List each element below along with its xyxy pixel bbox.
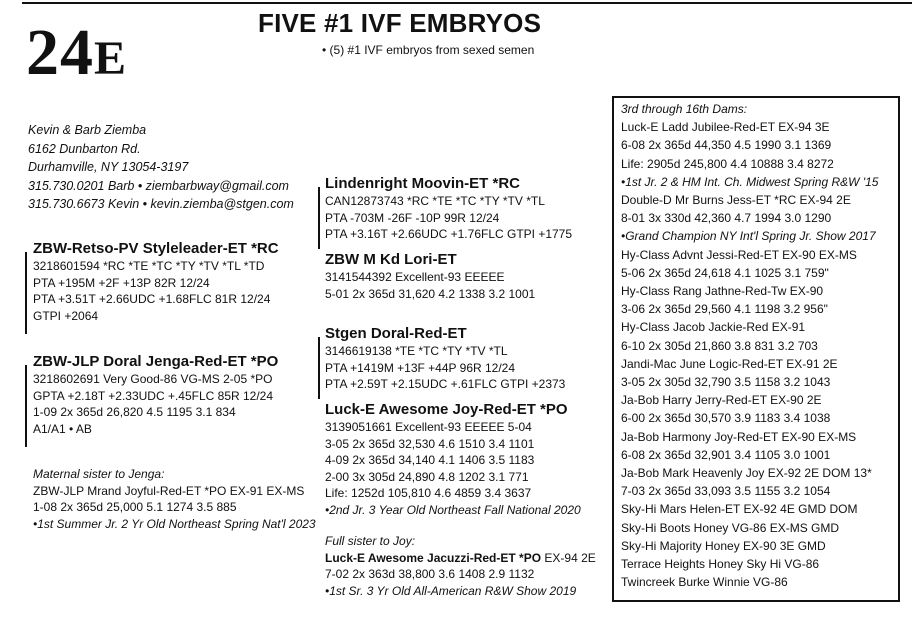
maternal-sister-block: [33, 466, 316, 532]
maternal-sister-label: Maternal sister to Jenga:: [33, 467, 165, 481]
dams-box-line: Ja-Bob Harry Jerry-Red-ET EX-90 2E: [621, 393, 822, 408]
dam-line: 1-09 2x 365d 26,820 4.5 1195 3.1 834: [33, 405, 236, 420]
dams-dam-name: Luck-E Awesome Joy-Red-ET *PO: [325, 401, 568, 418]
lot-number-suffix: E: [94, 32, 128, 85]
sire-bracket: [25, 252, 27, 334]
full-sister-score: EX-94 2E: [544, 550, 596, 565]
dams-box-line: •1st Jr. 2 & HM Int. Ch. Midwest Spring R&W '15: [621, 174, 879, 189]
dam-bracket: [25, 365, 27, 447]
dams-box-line: Hy-Class Rang Jathne-Red-Tw EX-90: [621, 284, 824, 299]
dams-box-line: Ja-Bob Harmony Joy-Red-ET EX-90 EX-MS: [621, 429, 857, 444]
dams-list: [621, 100, 878, 591]
dams-box-line: 8-01 3x 330d 42,360 4.7 1994 3.0 1290: [621, 211, 832, 226]
dams-dam-award: •2nd Jr. 3 Year Old Northeast Fall National 2020: [325, 502, 581, 517]
dams-dam-line: 3139051661 Excellent-93 EEEEE 5-04: [325, 420, 532, 434]
dams-sire-line: PTA +2.59T +2.15UDC +.61FLC GTPI +2373: [325, 377, 566, 392]
dams-dam-line: Life: 1252d 105,810 4.6 4859 3.4 3637: [325, 486, 532, 501]
dams-sire-name: Stgen Doral-Red-ET: [325, 325, 467, 342]
dam-line: 3218602691 Very Good-86 VG-MS 2-05 *PO: [33, 372, 273, 386]
dams-box-line: 5-06 2x 365d 24,618 4.1 1025 3.1 759": [621, 265, 829, 280]
sires-sire-name: Lindenright Moovin-ET *RC: [325, 175, 520, 192]
lot-number-digits: 24: [26, 16, 94, 89]
full-sister-block: [325, 533, 596, 599]
consignor-phone-kevin[interactable]: 315.730.6673 Kevin • kevin.ziemba@stgen.com: [28, 197, 294, 211]
sires-sire-block: [325, 175, 572, 243]
dams-box-line: Sky-Hi Mars Helen-ET EX-92 4E GMD DOM: [621, 502, 858, 517]
dams-box-line: 6-08 2x 365d 44,350 4.5 1990 3.1 1369: [621, 138, 832, 153]
dams-box-line: Ja-Bob Mark Heavenly Joy EX-92 2E DOM 13*: [621, 466, 872, 481]
dams-box-line: Twincreek Burke Winnie VG-86: [621, 575, 788, 590]
consignor-names: Kevin & Barb Ziemba: [28, 123, 147, 137]
dam-line: A1/A1 • AB: [33, 421, 92, 436]
consignor-city: Durhamville, NY 13054-3197: [28, 160, 189, 174]
dams-box-line: Double-D Mr Burns Jess-ET *RC EX-94 2E: [621, 193, 851, 208]
page-title: FIVE #1 IVF EMBRYOS: [258, 8, 542, 38]
dams-box-line: 6-00 2x 365d 30,570 3.9 1183 3.4 1038: [621, 411, 831, 426]
consignor-phone-barb[interactable]: 315.730.0201 Barb • ziembarbway@gmail.com: [28, 178, 289, 193]
full-sister-label: Full sister to Joy:: [325, 534, 416, 548]
dams-box-line: Jandi-Mac June Logic-Red-ET EX-91 2E: [621, 356, 838, 371]
sires-sire-bracket: [318, 187, 320, 249]
dams-box-line: Sky-Hi Boots Honey VG-86 EX-MS GMD: [621, 520, 840, 535]
full-sister-award: •1st Sr. 3 Yr Old All-American R&W Show 2019: [325, 583, 577, 598]
sires-dam-line: 3141544392 Excellent-93 EEEEE: [325, 270, 505, 284]
sires-dam-name: ZBW M Kd Lori-ET: [325, 251, 457, 268]
dams-box-line: 6-10 2x 305d 21,860 3.8 831 3.2 703: [621, 338, 818, 353]
maternal-sister-record: 1-08 2x 365d 25,000 5.1 1274 3.5 885: [33, 500, 237, 515]
dams-box-line: Luck-E Ladd Jubilee-Red-ET EX-94 3E: [621, 120, 830, 135]
dams-dam-line: 3-05 2x 365d 32,530 4.6 1510 3.4 1101: [325, 436, 535, 451]
sire-block: [33, 240, 279, 324]
dams-sire-line: PTA +1419M +13F +44P 96R 12/24: [325, 360, 516, 375]
dam-block: [33, 353, 278, 437]
dams-box-line: Sky-Hi Majority Honey EX-90 3E GMD: [621, 538, 826, 553]
maternal-sister-name: ZBW-JLP Mrand Joyful-Red-ET *PO EX-91 EX-MS: [33, 483, 305, 498]
sire-line: PTA +195M +2F +13P 82R 12/24: [33, 275, 210, 290]
dams-box-line: 6-08 2x 365d 32,901 3.4 1105 3.0 1001: [621, 447, 831, 462]
dams-sire-block: [325, 325, 565, 393]
dam-line: GPTA +2.18T +2.33UDC +.45FLC 85R 12/24: [33, 388, 274, 403]
lot-number: [26, 18, 127, 94]
sire-line: GTPI +2064: [33, 308, 99, 323]
dams-box-line: Life: 2905d 245,800 4.4 10888 3.4 8272: [621, 156, 834, 171]
sire-line: PTA +3.51T +2.66UDC +1.68FLC 81R 12/24: [33, 292, 271, 307]
consignor-street: 6162 Dunbarton Rd.: [28, 141, 141, 156]
sires-dam-block: [325, 251, 535, 302]
sire-name: ZBW-Retso-PV Styleleader-ET *RC: [33, 240, 279, 257]
dams-box-line: 7-03 2x 365d 33,093 3.5 1155 3.2 1054: [621, 484, 831, 499]
dams-box-line: 3-05 2x 305d 32,790 3.5 1158 3.2 1043: [621, 375, 831, 390]
maternal-sister-award: •1st Summer Jr. 2 Yr Old Northeast Spring Nat'l 2023: [33, 516, 316, 531]
dams-sire-bracket: [318, 337, 320, 399]
full-sister-record: 7-02 2x 363d 38,800 3.6 1408 2.9 1132: [325, 567, 535, 582]
dams-box-line: 3-06 2x 365d 29,560 4.1 1198 3.2 956": [621, 302, 828, 317]
dam-name: ZBW-JLP Doral Jenga-Red-ET *PO: [33, 353, 279, 370]
dams-sire-line: 3146619138 *TE *TC *TY *TV *TL: [325, 344, 508, 358]
dams-dam-block: [325, 401, 581, 519]
dams-box-line: •Grand Champion NY Int'l Spring Jr. Show 2017: [621, 229, 876, 244]
dams-box-line: Hy-Class Advnt Jessi-Red-ET EX-90 EX-MS: [621, 247, 857, 262]
top-rule: [22, 2, 912, 4]
sires-sire-line: PTA -703M -26F -10P 99R 12/24: [325, 210, 500, 225]
dams-dam-line: 2-00 3x 305d 24,890 4.8 1202 3.1 771: [325, 469, 529, 484]
full-sister-name: Luck-E Awesome Jacuzzi-Red-ET *PO: [325, 550, 542, 565]
sires-sire-line: CAN12873743 *RC *TE *TC *TY *TV *TL: [325, 194, 545, 208]
dams-dam-line: 4-09 2x 365d 34,140 4.1 1406 3.5 1183: [325, 453, 535, 468]
dams-box-line: Hy-Class Jacob Jackie-Red EX-91: [621, 320, 806, 335]
sires-dam-line: 5-01 2x 365d 31,620 4.2 1338 3.2 1001: [325, 286, 536, 301]
dams-box-line: Terrace Heights Honey Sky Hi VG-86: [621, 557, 820, 572]
dams-box-heading: 3rd through 16th Dams:: [621, 102, 748, 116]
consignor-info: [28, 121, 294, 214]
sire-line: 3218601594 *RC *TE *TC *TY *TV *TL *TD: [33, 259, 265, 273]
page-subtitle: • (5) #1 IVF embryos from sexed semen: [322, 43, 535, 57]
sires-sire-line: PTA +3.16T +2.66UDC +1.76FLC GTPI +1775: [325, 227, 573, 242]
